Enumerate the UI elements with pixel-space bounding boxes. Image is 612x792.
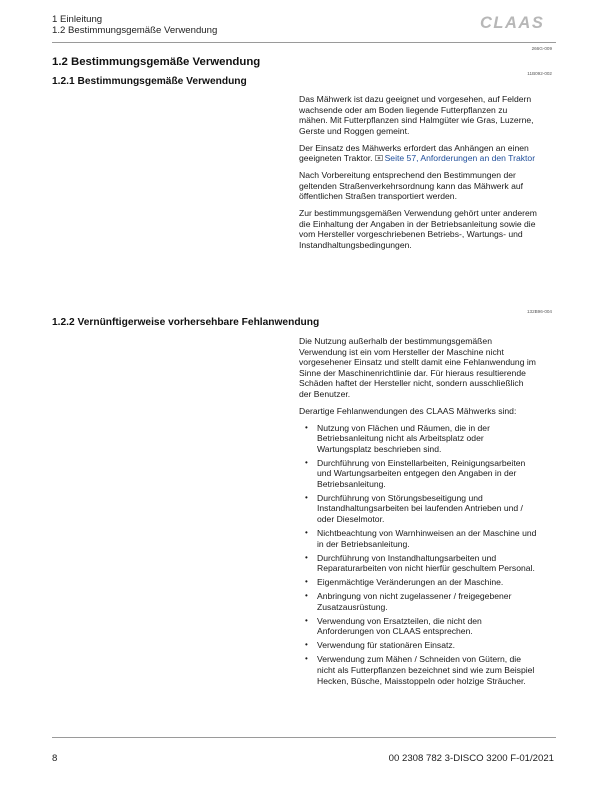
document-id: 00 2308 782 3-DISCO 3200 F-01/2021 bbox=[388, 753, 554, 764]
list-item: • Nutzung von Flächen und Räumen, die in der Betriebsanleitung nicht als Arbeitsplatz oder Wartungsplatz beschrieben sind. bbox=[299, 423, 537, 455]
list-item: • Durchführung von Einstellarbeiten, Reinigungsarbeiten und Wartungsarbeiten entgegen den Angaben in der Betriebsanleitung. bbox=[299, 458, 537, 490]
header-divider bbox=[52, 42, 556, 43]
paragraph: Die Nutzung außerhalb der bestimmungsgemäßen Verwendung ist ein vom Hersteller der Maschine nicht vorgesehener Einsatz und stellt damit eine Fehlanwendung im Sinne der Maschinenrichtlinie dar. Für hieraus resultierende Schäden haftet der Hersteller nicht, sondern ausschließlich der Benutzer. bbox=[299, 336, 536, 399]
paragraph: Zur bestimmungsgemäßen Verwendung gehört unter anderem die Einhaltung der Angaben in der Betriebsanleitung sowie die vom Hersteller vorgeschriebenen Betriebs-, Wartungs- und Instandhaltungsbedingungen. bbox=[299, 207, 537, 250]
doc-code-3: 132B96-004 bbox=[526, 309, 552, 314]
subsection-1-body bbox=[299, 94, 537, 256]
page-reference-link[interactable]: Seite 57, Anforderungen an den Traktor bbox=[384, 153, 536, 164]
list-item: • Eigenmächtige Veränderungen an der Maschine. bbox=[299, 577, 537, 588]
section-title: 1.2 Bestimmungsgemäße Verwendung bbox=[52, 56, 261, 68]
subsection-2-title: 1.2.2 Vernünftigerweise vorhersehbare Fehlanwendung bbox=[52, 317, 320, 328]
list-item: • Verwendung zum Mähen / Schneiden von Gütern, die nicht als Futterpflanzen bezeichnet sind wie zum Beispiel Hecken, Büsche, Maisstoppeln oder holzige Sträucher. bbox=[299, 654, 537, 686]
list-item: • Anbringung von nicht zugelassener / freigegebener Zusatzausrüstung. bbox=[299, 591, 537, 612]
doc-code-1: 266G-009 bbox=[531, 46, 552, 51]
list-item: • Verwendung von Ersatzteilen, die nicht den Anforderungen von CLAAS entsprechen. bbox=[299, 616, 537, 637]
footer-divider bbox=[52, 737, 556, 738]
claas-logo-text: CLAAS bbox=[480, 14, 545, 32]
running-header bbox=[52, 14, 217, 36]
claas-logo bbox=[480, 14, 554, 32]
subsection-1-title: 1.2.1 Bestimmungsgemäße Verwendung bbox=[52, 76, 247, 87]
paragraph-text: Der Einsatz des Mähwerks erfordert das Anhängen an einen geeigneten Traktor. bbox=[299, 142, 529, 164]
list-item: • Durchführung von Instandhaltungsarbeiten und Reparaturarbeiten von nicht hierfür geschultem Personal. bbox=[299, 553, 537, 574]
header-chapter: 1 Einleitung bbox=[52, 14, 103, 25]
paragraph bbox=[299, 143, 537, 164]
page-number: 8 bbox=[52, 753, 58, 764]
paragraph: Das Mähwerk ist dazu geeignet und vorgesehen, auf Feldern wachsende oder am Boden liegende Futterpflanzen zu mähen. Mit Futterpflanzen sind Halmgüter wie Gras, Luzerne, Gerste und Roggen gemeint. bbox=[299, 94, 534, 136]
misuse-list bbox=[299, 423, 537, 687]
page-reference-icon bbox=[375, 155, 383, 161]
header-section: 1.2 Bestimmungsgemäße Verwendung bbox=[52, 25, 218, 36]
list-item: • Durchführung von Störungsbeseitigung und Instandhaltungsarbeiten bei laufenden Antrieben und / oder Dieselmotor. bbox=[299, 493, 537, 525]
list-item: • Nichtbeachtung von Warnhinweisen an der Maschine und in der Betriebsanleitung. bbox=[299, 528, 537, 549]
subsection-2-body bbox=[299, 336, 537, 690]
paragraph: Nach Vorbereitung entsprechend den Bestimmungen der geltenden Straßenverkehrsordnung kann das Mähwerk auf öffentlichen Straßen transportiert werden. bbox=[299, 169, 524, 202]
paragraph: Derartige Fehlanwendungen des CLAAS Mähwerks sind: bbox=[299, 405, 517, 416]
doc-code-2: 11B092-002 bbox=[527, 71, 552, 76]
list-item: • Verwendung für stationären Einsatz. bbox=[299, 640, 537, 651]
